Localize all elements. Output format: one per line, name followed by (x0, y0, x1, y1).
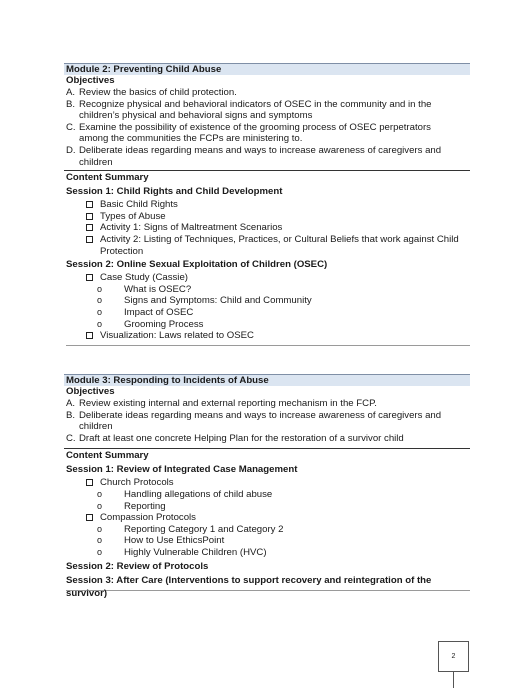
section-divider (66, 590, 470, 591)
sub-list-item (66, 524, 470, 536)
checklist-item-label: Visualization: Laws related to OSEC (100, 330, 254, 342)
module-3-header: Module 3: Responding to Incidents of Abuse (64, 374, 470, 386)
sub-list-item (66, 307, 470, 319)
objective-marker: A. (66, 398, 76, 409)
module-3-objectives-title: Objectives (66, 386, 115, 397)
objective-item (64, 99, 470, 122)
module-3-session-1-title: Session 1: Review of Integrated Case Management (66, 464, 298, 476)
objective-text-line: Recognize physical and behavioral indicators of OSEC in the community and in the (79, 98, 432, 110)
sub-bullet-marker: o (97, 500, 103, 511)
sub-bullet-marker: o (97, 283, 103, 294)
checklist-item-label: Case Study (Cassie) (100, 272, 188, 284)
objective-text-line: children (79, 421, 113, 433)
sub-list-item-label: What is OSEC? (124, 283, 192, 295)
objective-marker: B. (66, 409, 76, 421)
page-number-rule (453, 672, 454, 688)
checklist-item-label: Activity 1: Signs of Maltreatment Scenarios (100, 222, 283, 234)
sub-bullet-marker: o (97, 546, 103, 557)
sub-list-item-label: Grooming Process (124, 318, 204, 330)
objective-item (64, 122, 470, 145)
checkbox-icon (86, 332, 93, 339)
checklist-item-label: Activity 2: Listing of Techniques, Practices, or Cultural Beliefs that work against Child (100, 233, 459, 245)
module-2-summary-title: Content Summary (66, 172, 149, 184)
objective-text-line: Deliberate ideas regarding means and ways to increase awareness of caregivers and (79, 409, 442, 421)
sub-list-item (66, 319, 470, 331)
module-2-section (64, 63, 470, 346)
sub-bullet-marker: o (97, 306, 103, 317)
objective-item (64, 398, 470, 410)
objective-item (64, 145, 470, 168)
sub-list-item-label: Highly Vulnerable Children (HVC) (124, 546, 267, 558)
checkbox-icon (86, 479, 93, 486)
objective-text-line: Review the basics of child protection. (79, 87, 237, 98)
checkbox-icon (86, 213, 93, 220)
checklist-item (66, 211, 470, 223)
module-3-section (64, 374, 470, 599)
sub-list-item-label: Reporting Category 1 and Category 2 (124, 523, 284, 535)
sub-bullet-marker: o (97, 488, 103, 499)
module-2-session-1-title: Session 1: Child Rights and Child Development (66, 186, 283, 198)
objective-item (64, 410, 470, 433)
checklist-item (66, 477, 470, 489)
checklist-item-label: Types of Abuse (100, 210, 166, 222)
checkbox-icon (86, 201, 93, 208)
sub-list-item (66, 501, 470, 513)
sub-list-item-label: Handling allegations of child abuse (124, 488, 273, 500)
sub-list-item-label: Reporting (124, 500, 166, 512)
sub-list-item (66, 284, 470, 296)
page-number: 2 (438, 641, 469, 672)
module-2-objectives-title: Objectives (66, 75, 115, 86)
objective-text-line: Examine the possibility of existence of the grooming process of OSEC perpetrators (79, 121, 431, 133)
sub-list-item (66, 295, 470, 307)
sub-list-item (66, 489, 470, 501)
checkbox-icon (86, 274, 93, 281)
module-2-session-2-title: Session 2: Online Sexual Exploitation of Children (OSEC) (66, 259, 328, 271)
checklist-item-label: Compassion Protocols (100, 512, 196, 524)
objective-marker: A. (66, 87, 76, 98)
checklist-item-label: Protection (100, 245, 144, 257)
checkbox-icon (86, 514, 93, 521)
checklist-item (66, 272, 470, 284)
checklist-item (66, 512, 470, 524)
module-3-summary-title: Content Summary (66, 450, 149, 462)
checklist-item-label: Church Protocols (100, 477, 174, 489)
module-3-session-2-title: Session 2: Review of Protocols (66, 560, 209, 572)
objective-item (64, 433, 470, 445)
checklist-item (66, 199, 470, 211)
objective-text-line: children (79, 156, 113, 168)
section-divider (66, 345, 470, 346)
church-protocols-subitems (66, 489, 470, 512)
compassion-protocols-subitems (66, 524, 470, 559)
objective-marker: C. (66, 432, 76, 444)
objective-text-line: Review existing internal and external reporting mechanism in the FCP. (79, 398, 377, 409)
sub-bullet-marker: o (97, 295, 103, 306)
checkbox-icon (86, 236, 93, 243)
sub-list-item (66, 535, 470, 547)
module-3-session-3-title: Session 3: After Care (Interventions to support recovery and reintegration of the survivor) (66, 574, 432, 599)
sub-bullet-marker: o (97, 535, 103, 546)
sub-list-item-label: How to Use EthicsPoint (124, 535, 225, 547)
module-2-objectives-list (64, 87, 470, 168)
sub-list-item-label: Impact of OSEC (124, 306, 194, 318)
module-3-objectives-list (64, 398, 470, 444)
objective-marker: B. (66, 98, 76, 110)
objective-text-line: Draft at least one concrete Helping Plan for the restoration of a survivor child (79, 432, 404, 444)
checklist-item (66, 234, 470, 257)
sub-bullet-marker: o (97, 318, 103, 329)
module-2-header: Module 2: Preventing Child Abuse (64, 63, 470, 75)
objective-text-line: children’s physical and behavioral signs and symptoms (79, 110, 313, 122)
objective-text-line: Deliberate ideas regarding means and ways to increase awareness of caregivers and (79, 144, 442, 156)
checklist-item-label: Basic Child Rights (100, 199, 178, 211)
module-2-session-2-subitems (66, 284, 470, 330)
objective-item (64, 87, 470, 99)
checklist-item (66, 330, 470, 342)
module-3-content-summary (64, 448, 470, 599)
module-2-session-1-items (66, 199, 470, 257)
objective-marker: C. (66, 121, 76, 133)
module-2-content-summary (64, 170, 470, 346)
sub-bullet-marker: o (97, 523, 103, 534)
objective-marker: D. (66, 144, 76, 156)
sub-list-item (66, 547, 470, 559)
objective-text-line: among the communities the FCPs are ministering to. (79, 133, 303, 145)
checkbox-icon (86, 224, 93, 231)
checklist-item (66, 222, 470, 234)
sub-list-item-label: Signs and Symptoms: Child and Community (124, 295, 312, 307)
